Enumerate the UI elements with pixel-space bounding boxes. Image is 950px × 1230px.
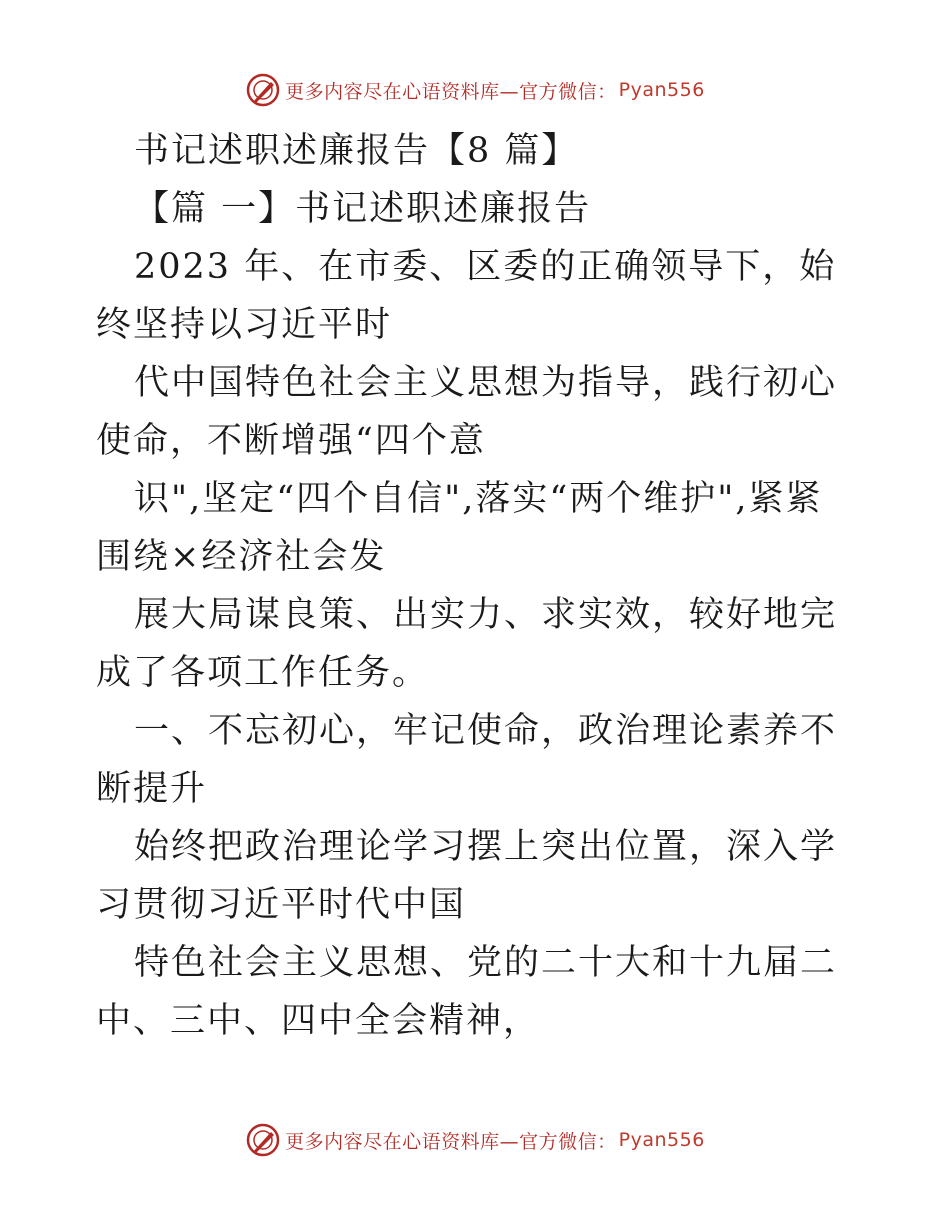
watermark-text: 更多内容尽在心语资料库—官方微信： xyxy=(285,1130,617,1153)
paragraph: 始终把政治理论学习摆上突出位置，深入学习贯彻习近平时代中国 xyxy=(96,827,838,925)
header-watermark xyxy=(0,70,950,110)
document-title: 书记述职述廉报告【8 篇】 xyxy=(134,131,579,171)
watermark-wechat-id: Pyan556 xyxy=(618,79,705,101)
paragraph: 代中国特色社会主义思想为指导，践行初心使命，不断增强“四个意 xyxy=(96,363,838,461)
watermark-wechat-id: Pyan556 xyxy=(618,1129,705,1151)
document-body xyxy=(96,122,856,1050)
footer-watermark xyxy=(0,1120,950,1160)
quill-pen-logo-icon xyxy=(245,1122,281,1158)
section-heading: 【篇 一】书记述职述廉报告 xyxy=(134,189,592,229)
quill-pen-logo-icon xyxy=(245,72,281,108)
paragraph: 展大局谋良策、出实力、求实效，较好地完成了各项工作任务。 xyxy=(96,595,838,693)
paragraph: 2023 年、在市委、区委的正确领导下，始终坚持以习近平时 xyxy=(96,247,837,345)
watermark-text: 更多内容尽在心语资料库—官方微信： xyxy=(285,80,617,103)
subsection-heading: 一、不忘初心，牢记使命，政治理论素养不断提升 xyxy=(96,711,838,809)
paragraph: 识",坚定“四个自信",落实“两个维护",紧紧围绕×经济社会发 xyxy=(96,479,823,577)
paragraph: 特色社会主义思想、党的二十大和十九届二中、三中、四中全会精神， xyxy=(96,943,838,1041)
